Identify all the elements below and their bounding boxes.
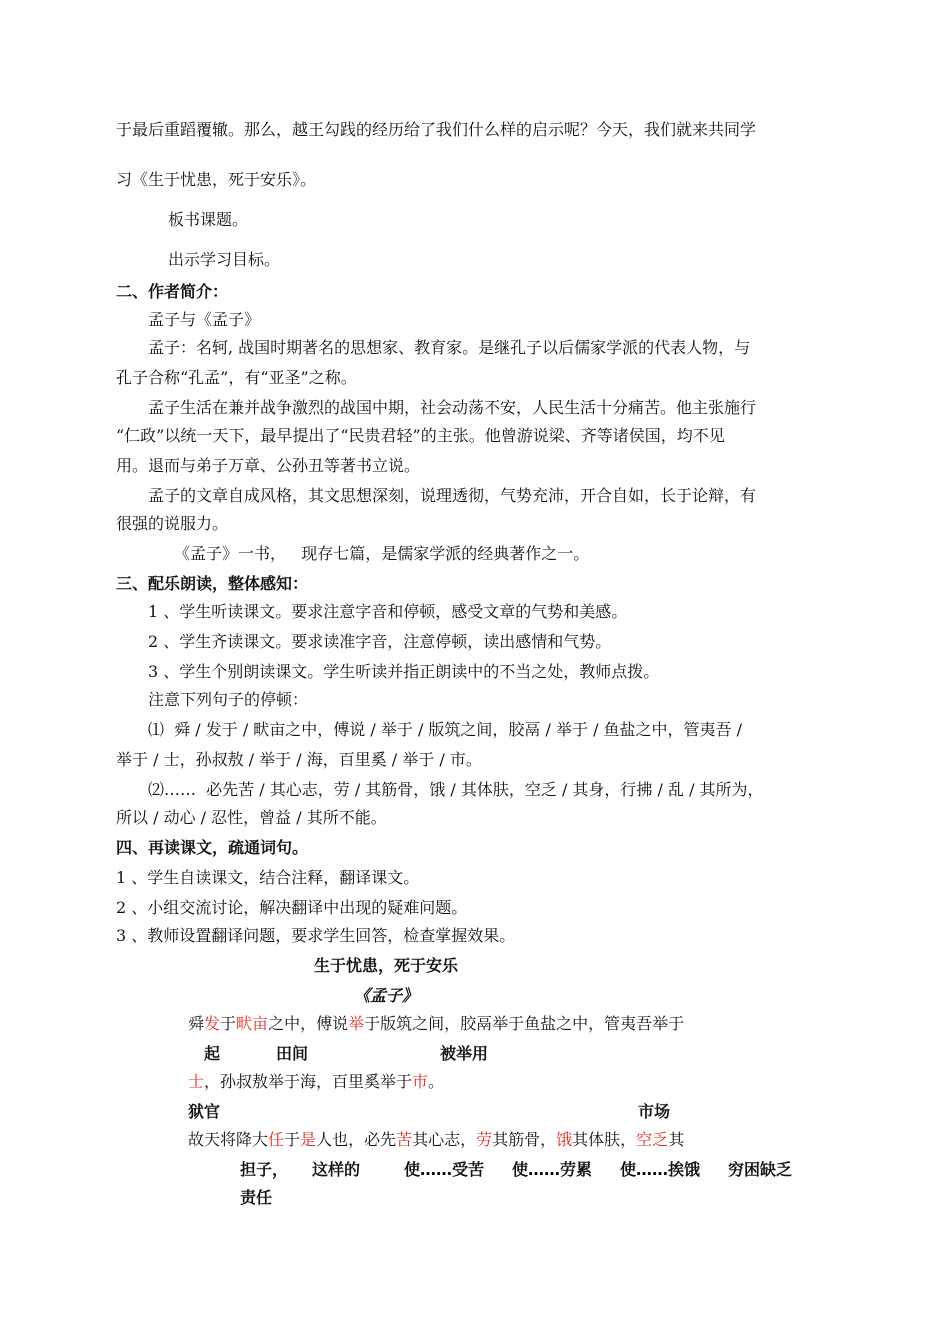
text-l2-highlight-shi: 士 bbox=[188, 1072, 205, 1091]
reading-step-2: 2 、学生齐读课文。要求读准字音，注意停顿，读出感情和气势。 bbox=[148, 632, 612, 651]
pause-sentence-2-line-2: 所以 / 动心 / 忍性，曾益 / 其所不能。 bbox=[116, 808, 387, 827]
author-para-3-line-1: 孟子的文章自成风格，其文思想深刻，说理透彻，气势充沛，开合自如，长于论辩，有 bbox=[148, 486, 757, 505]
text-l3-seg: 其 bbox=[668, 1130, 685, 1149]
author-para-2-line-1: 孟子生活在兼并战争激烈的战国中期，社会动荡不安，人民生活十分痛苦。他主张施行 bbox=[148, 398, 757, 417]
reread-step-1: 1 、学生自读课文，结合注释，翻译课文。 bbox=[116, 868, 420, 887]
author-para-1-line-1: 孟子：名轲, 战国时期著名的思想家、教育家。是继孔子以后儒家学派的代表人物，与 bbox=[148, 338, 751, 357]
reading-step-3: 3 、学生个别朗读课文。学生听读并指正朗读中的不当之处，教师点拨。 bbox=[148, 662, 660, 681]
gloss-qi: 起 bbox=[204, 1044, 221, 1063]
text-l1-seg: 于 bbox=[220, 1014, 237, 1033]
text-l1-highlight-ju: 举 bbox=[348, 1014, 365, 1033]
gloss-beijuyong: 被举用 bbox=[440, 1044, 489, 1063]
section-2-heading: 二、作者简介： bbox=[116, 282, 229, 301]
pause-sentence-2-line-1: ⑵…… 必先苦 / 其心志，劳 / 其筋骨，饿 / 其体肤，空乏 / 其身，行拂 / 乱 / 其所为， bbox=[148, 780, 764, 799]
author-para-4: 《孟子》一书， 现存七篇，是儒家学派的经典著作之一。 bbox=[174, 544, 590, 563]
intro-line-2: 习《生于忧患，死于安乐》。 bbox=[116, 170, 317, 189]
text-l2-seg: 。 bbox=[428, 1072, 445, 1091]
text-source: 《孟子》 bbox=[354, 986, 419, 1005]
author-para-2-line-3: 用。退而与弟子万章、公孙丑等著书立说。 bbox=[116, 456, 421, 475]
reading-step-1: 1 、学生听读课文。要求注意字音和停顿，感受文章的气势和美感。 bbox=[148, 602, 628, 621]
text-line-2 bbox=[188, 1072, 444, 1092]
gloss-tianjian: 田间 bbox=[276, 1044, 309, 1063]
gloss-aie: 使……挨饿 bbox=[620, 1160, 701, 1179]
text-l3-highlight-e: 饿 bbox=[556, 1130, 573, 1149]
text-l3-highlight-shi: 是 bbox=[300, 1130, 317, 1149]
section-4-heading: 四、再读课文，疏通词句。 bbox=[116, 838, 309, 857]
text-l3-highlight-ren: 任 bbox=[268, 1130, 285, 1149]
text-l1-seg: 之中，傅说 bbox=[268, 1014, 349, 1033]
pause-note: 注意下列句子的停顿： bbox=[148, 690, 309, 709]
gloss-qiongkun: 穷困缺乏 bbox=[728, 1160, 793, 1179]
text-line-1 bbox=[188, 1014, 684, 1034]
author-para-2-line-2: “仁政”以统一天下，最早提出了“民贵君轻”的主张。他曾游说梁、齐等诸侯国，均不见 bbox=[116, 426, 725, 445]
text-l2-seg: ，孙叔敖举于海，百里奚举于 bbox=[204, 1072, 413, 1091]
reread-step-3: 3 、教师设置翻译问题，要求学生回答，检查掌握效果。 bbox=[116, 926, 516, 945]
text-title: 生于忧患，死于安乐 bbox=[314, 956, 459, 975]
gloss-zeren: 责任 bbox=[240, 1188, 273, 1207]
section-3-heading: 三、配乐朗读，整体感知： bbox=[116, 574, 309, 593]
text-l3-highlight-lao: 劳 bbox=[476, 1130, 493, 1149]
gloss-zheyangde: 这样的 bbox=[312, 1160, 361, 1179]
text-line-3 bbox=[188, 1130, 684, 1150]
pause-sentence-1-line-1: ⑴ 舜 / 发于 / 畎亩之中，傅说 / 举于 / 版筑之间，胶鬲 / 举于 / 鱼盐之中，管夷吾 / bbox=[148, 720, 743, 739]
intro-board-title: 板书课题。 bbox=[168, 210, 249, 229]
intro-show-goals: 出示学习目标。 bbox=[168, 250, 281, 269]
text-l3-seg: 其筋骨， bbox=[492, 1130, 557, 1149]
text-l3-seg: 人也，必先 bbox=[316, 1130, 397, 1149]
text-l1-seg: 于版筑之间，胶鬲举于鱼盐之中，管夷吾举于 bbox=[364, 1014, 685, 1033]
pause-sentence-1-line-2: 举于 / 士，孙叔敖 / 举于 / 海，百里奚 / 举于 / 市。 bbox=[116, 750, 482, 769]
text-l3-seg: 其心志， bbox=[412, 1130, 477, 1149]
text-l3-seg: 于 bbox=[284, 1130, 301, 1149]
gloss-shoku: 使……受苦 bbox=[404, 1160, 485, 1179]
intro-line-1: 于最后重蹈覆辙。那么，越王勾践的经历给了我们什么样的启示呢？今天，我们就来共同学 bbox=[116, 120, 757, 139]
gloss-shichang: 市场 bbox=[638, 1102, 671, 1121]
author-para-3-line-2: 很强的说服力。 bbox=[116, 514, 229, 533]
text-l2-highlight-shichang: 市 bbox=[412, 1072, 429, 1091]
text-l1-highlight-fa: 发 bbox=[204, 1014, 221, 1033]
text-l1-seg: 舜 bbox=[188, 1014, 205, 1033]
text-l3-seg: 其体肤， bbox=[572, 1130, 637, 1149]
gloss-danzi: 担子， bbox=[240, 1160, 289, 1179]
gloss-yuguan: 狱官 bbox=[188, 1102, 221, 1121]
reread-step-2: 2 、小组交流讨论，解决翻译中出现的疑难问题。 bbox=[116, 898, 468, 917]
text-l3-highlight-ku: 苦 bbox=[396, 1130, 413, 1149]
gloss-laolei: 使……劳累 bbox=[512, 1160, 593, 1179]
text-l3-seg: 故天将降大 bbox=[188, 1130, 269, 1149]
text-l3-highlight-kongfa: 空乏 bbox=[636, 1130, 669, 1149]
text-l1-highlight-quanmu: 畎亩 bbox=[236, 1014, 269, 1033]
author-para-1-line-2: 孔子合称“孔孟”，有“亚圣”之称。 bbox=[116, 368, 357, 387]
section-2-subheading: 孟子与《孟子》 bbox=[148, 310, 261, 329]
